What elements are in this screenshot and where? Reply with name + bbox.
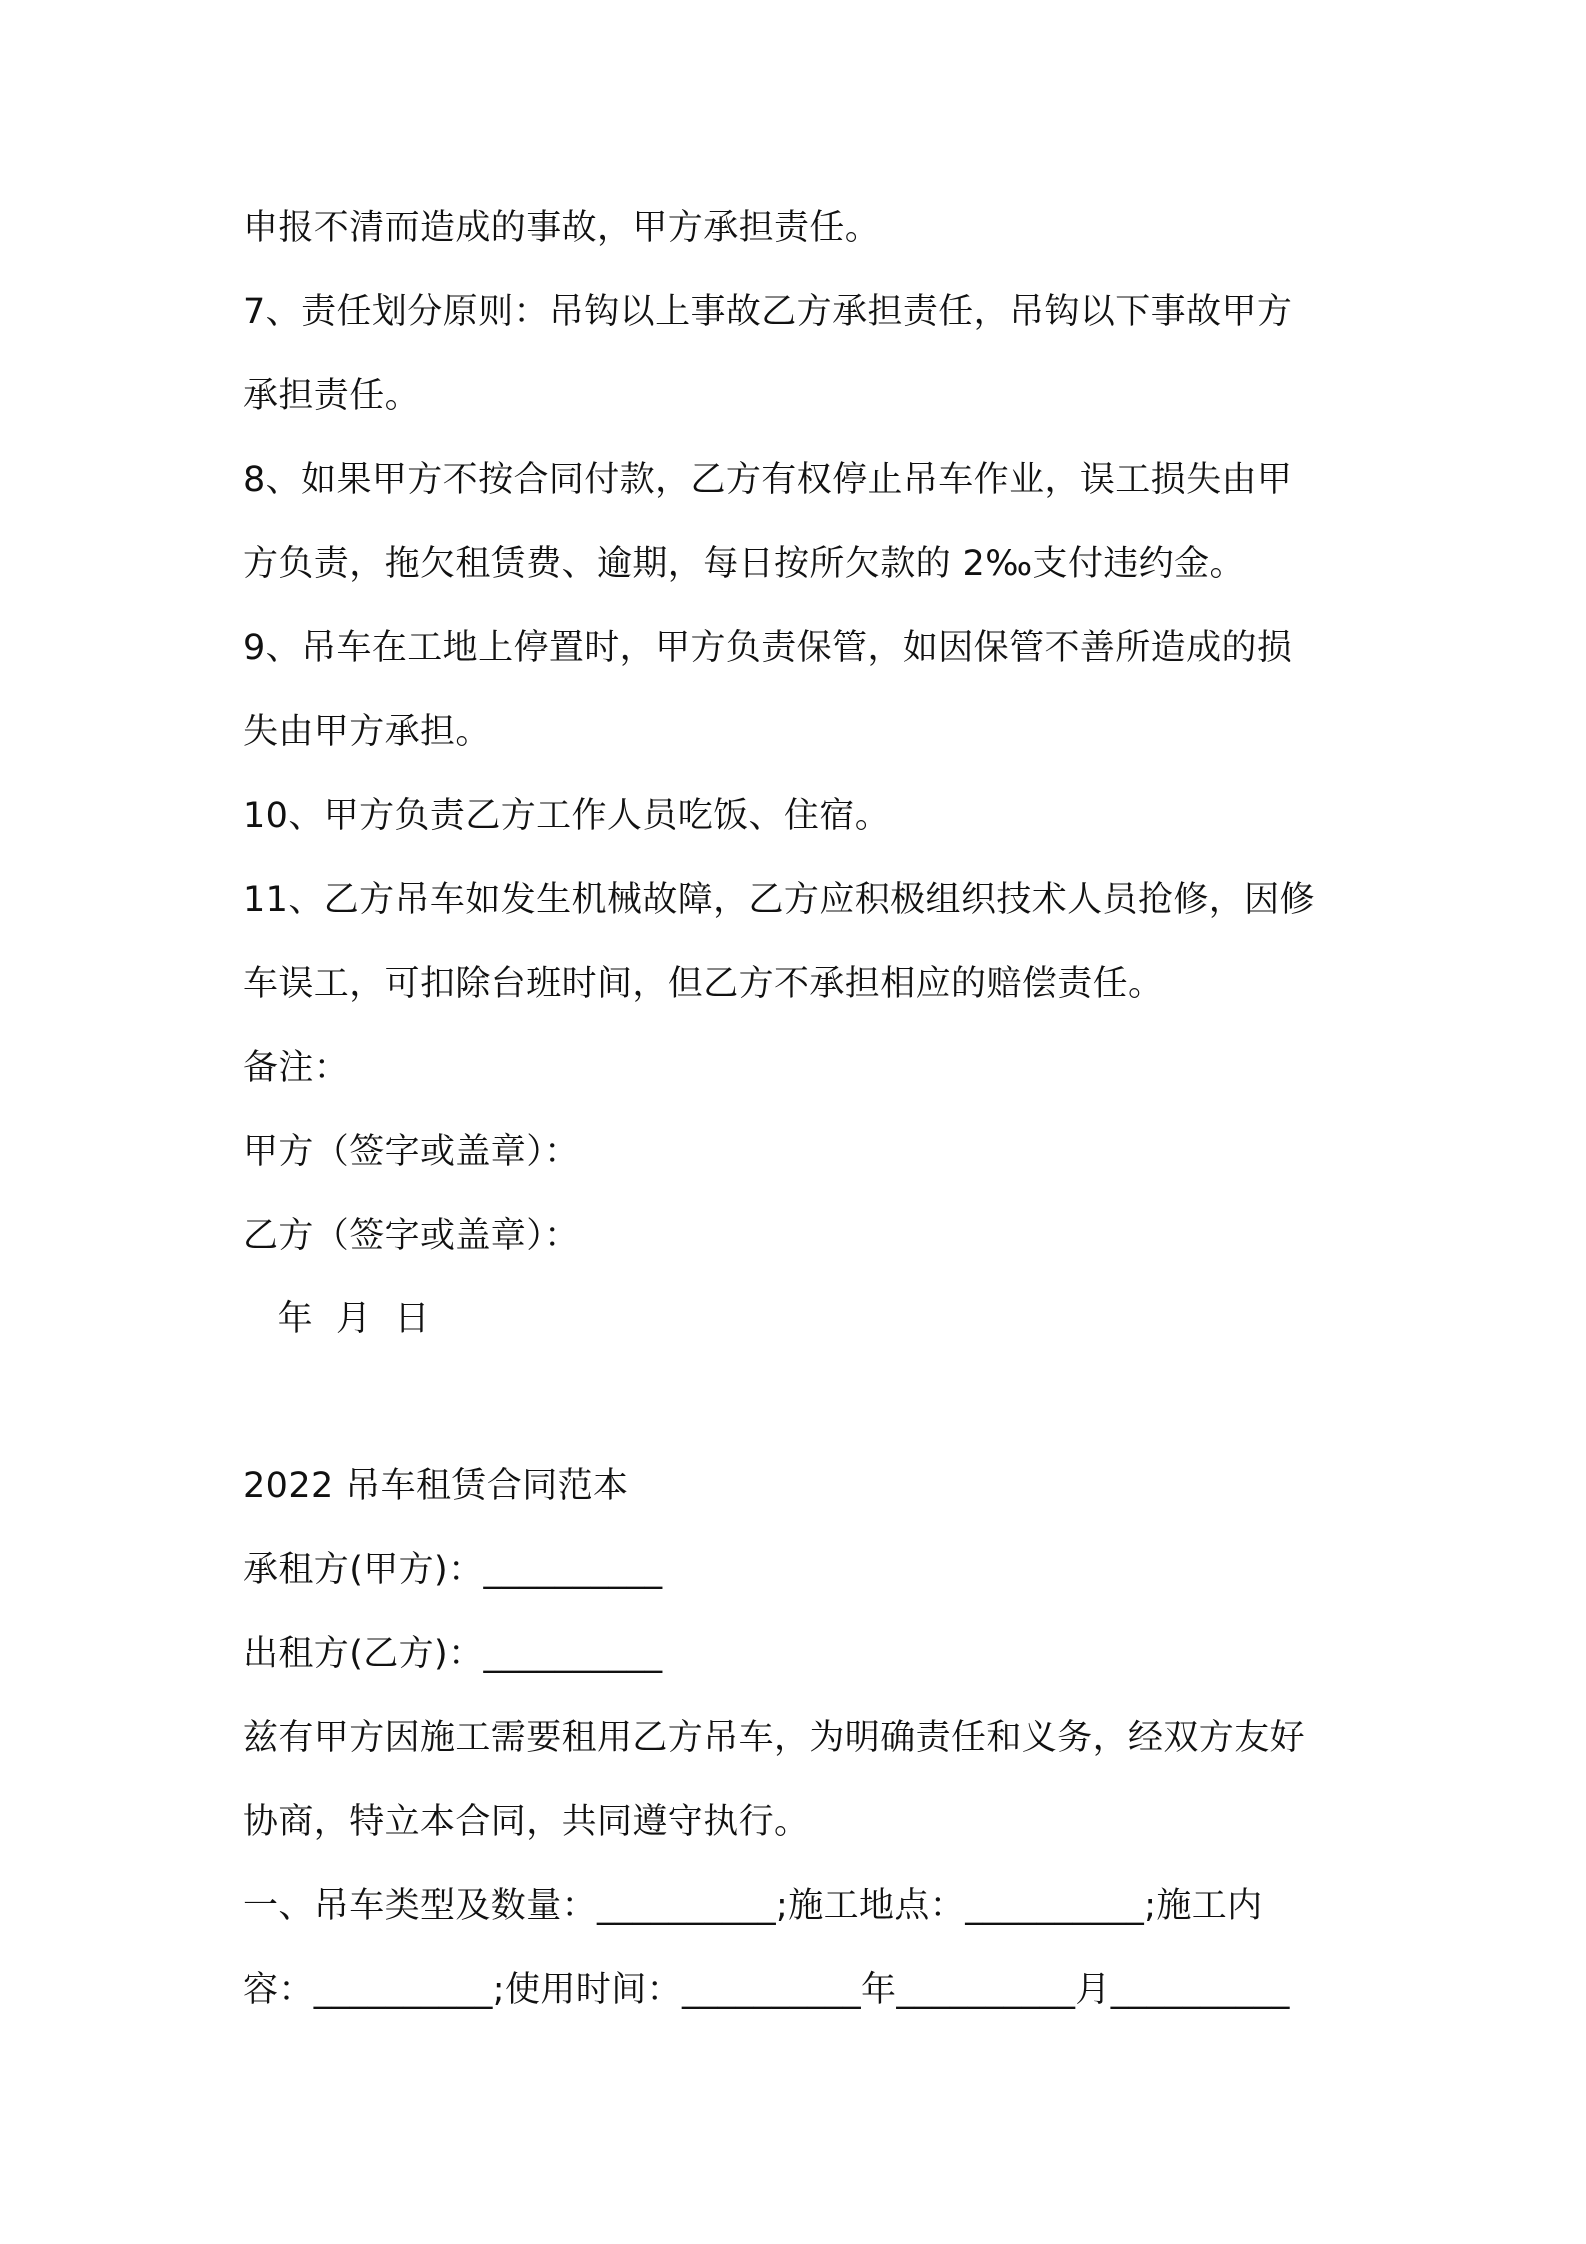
section-1-line: 一、吊车类型及数量：__________;施工地点：__________;施工内: [243, 1886, 1263, 1926]
clause-7-line: 7、责任划分原则：吊钩以上事故乙方承担责任，吊钩以下事故甲方: [243, 292, 1293, 332]
text-line: 车误工，可扣除台班时间，但乙方不承担相应的赔偿责任。: [243, 964, 1164, 1004]
clause-11-line: 11、乙方吊车如发生机械故障，乙方应积极组织技术人员抢修，因修: [243, 880, 1315, 920]
clause-10-line: 10、甲方负责乙方工作人员吃饭、住宿。: [243, 796, 891, 836]
party-a-signature-label: 甲方（签字或盖章）：: [243, 1132, 580, 1172]
preamble-line: 兹有甲方因施工需要租用乙方吊车，为明确责任和义务，经双方友好: [243, 1718, 1306, 1758]
text-line: 失由甲方承担。: [243, 712, 491, 752]
text-line: 容：__________;使用时间：__________年__________月__________: [243, 1970, 1290, 2010]
clause-8-line: 8、如果甲方不按合同付款，乙方有权停止吊车作业，误工损失由甲: [243, 460, 1293, 500]
date-line: 年 月 日: [243, 1299, 430, 1339]
lessee-field-line: 承租方(甲方)：__________: [243, 1550, 663, 1590]
text-line: 方负责，拖欠租赁费、逾期，每日按所欠款的 2‰支付违约金。: [243, 544, 1245, 584]
party-b-signature-label: 乙方（签字或盖章）：: [243, 1216, 580, 1256]
clause-9-line: 9、吊车在工地上停置时，甲方负责保管，如因保管不善所造成的损: [243, 628, 1293, 668]
text-line: 申报不清而造成的事故，甲方承担责任。: [243, 208, 881, 248]
remarks-label: 备注：: [243, 1048, 350, 1088]
text-line: 承担责任。: [243, 376, 421, 416]
text-line: 协商，特立本合同，共同遵守执行。: [243, 1802, 810, 1842]
contract-title: 2022 吊车租赁合同范本: [243, 1466, 629, 1506]
lessor-field-line: 出租方(乙方)：__________: [243, 1634, 663, 1674]
